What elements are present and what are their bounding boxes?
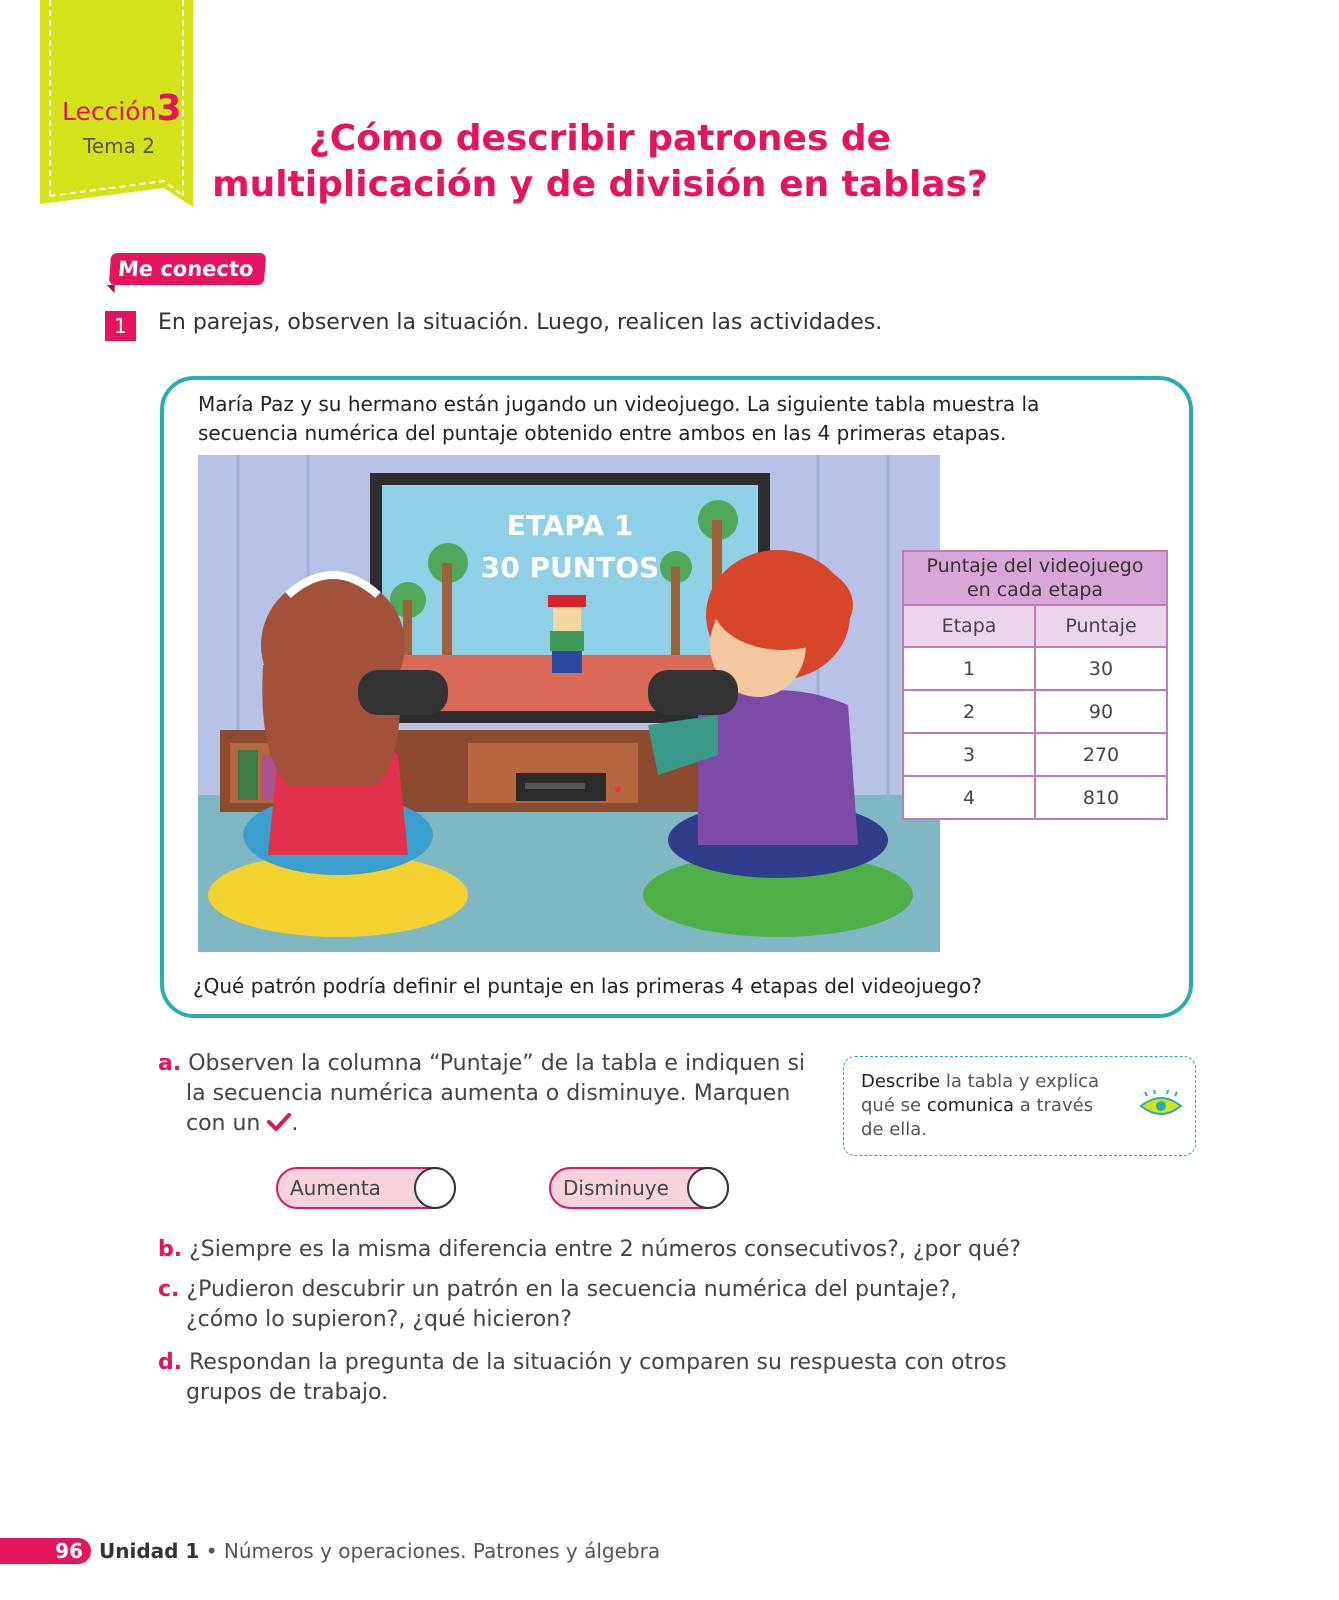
item-d-line-2: grupos de trabajo. — [186, 1380, 389, 1405]
option-disminuye[interactable] — [549, 1167, 729, 1209]
tip-text — [861, 1070, 1131, 1142]
table-row — [903, 690, 1167, 733]
item-c-line-2: ¿cómo lo supieron?, ¿qué hicieron? — [186, 1307, 572, 1332]
option-aumenta-checkbox[interactable] — [414, 1167, 456, 1209]
item-a-line-3 — [158, 1109, 808, 1139]
table-caption-line-2: en cada etapa — [966, 579, 1104, 601]
option-aumenta-label: Aumenta — [290, 1176, 381, 1200]
activity-instruction: En parejas, observen la situación. Luego, realicen las actividades. — [158, 310, 883, 335]
footer-text — [99, 1538, 660, 1564]
option-aumenta[interactable] — [276, 1167, 456, 1209]
item-d-line-1: Respondan la pregunta de la situación y comparen su respuesta con otros — [189, 1350, 1007, 1375]
table-cell-puntaje: 270 — [1035, 733, 1167, 776]
table-cell-etapa: 3 — [903, 733, 1035, 776]
table-cell-puntaje: 90 — [1035, 690, 1167, 733]
lesson-label-text: Lección — [62, 97, 157, 126]
table-cell-etapa: 4 — [903, 776, 1035, 819]
tip-keyword-describe: Describe — [861, 1071, 941, 1092]
item-a — [158, 1049, 808, 1139]
situation-text: María Paz y su hermano están jugando un videojuego. La siguiente tabla muestra la secuencia numérica del puntaje obtenido entre ambos en las 4 primeras etapas. — [198, 392, 1040, 445]
page-title-line-1: ¿Cómo describir patrones de — [308, 118, 892, 159]
tip-text-part: de ella. — [861, 1119, 928, 1140]
item-b-letter: b. — [158, 1237, 183, 1262]
item-d — [158, 1348, 1038, 1408]
table-header-puntaje: Puntaje — [1035, 605, 1167, 647]
tip-text-part: qué se — [861, 1095, 927, 1116]
option-disminuye-label: Disminuye — [563, 1176, 669, 1200]
table-row — [903, 733, 1167, 776]
topic-label: Tema 2 — [83, 134, 155, 158]
tip-text-part: a través — [1014, 1095, 1094, 1116]
page-title — [200, 116, 1000, 208]
item-b — [158, 1235, 1021, 1265]
checkmark-icon — [267, 1112, 291, 1132]
table-cell-etapa: 1 — [903, 647, 1035, 690]
table-cell-puntaje: 810 — [1035, 776, 1167, 819]
item-a-line-3-end: . — [291, 1111, 299, 1136]
tv-screen-line-1: ETAPA 1 — [506, 509, 634, 542]
footer-unit: Unidad 1 — [99, 1539, 200, 1563]
item-a-letter: a. — [158, 1051, 182, 1076]
section-tag: Me conecto — [109, 253, 267, 285]
item-d-letter: d. — [158, 1350, 183, 1375]
table-cell-puntaje: 30 — [1035, 647, 1167, 690]
tv-screen-line-2: 30 PUNTOS — [480, 551, 660, 584]
tip-text-part: la tabla y explica — [940, 1071, 1100, 1092]
item-b-text: ¿Siempre es la misma diferencia entre 2 números consecutivos?, ¿por qué? — [189, 1237, 1022, 1262]
footer-separator: • — [199, 1539, 224, 1563]
item-c — [158, 1275, 1018, 1335]
item-a-line-1: Observen la columna “Puntaje” de la tabla e indiquen si — [188, 1051, 806, 1076]
table-cell-etapa: 2 — [903, 690, 1035, 733]
item-a-line-2: la secuencia numérica aumenta o disminuye. Marquen — [186, 1081, 791, 1106]
lesson-number: 3 — [156, 88, 182, 129]
page-number: 96 — [0, 1538, 91, 1564]
table-header-etapa: Etapa — [903, 605, 1035, 647]
item-c-line-1: ¿Pudieron descubrir un patrón en la secuencia numérica del puntaje?, — [186, 1277, 958, 1302]
item-a-line-3-text: con un — [186, 1111, 261, 1136]
page-title-line-2: multiplicación y de división en tablas? — [212, 164, 988, 205]
table-row — [903, 776, 1167, 819]
video-game-illustration — [198, 455, 940, 952]
footer-topic: Números y operaciones. Patrones y álgebra — [223, 1539, 661, 1563]
item-c-letter: c. — [158, 1277, 180, 1302]
score-table — [902, 550, 1168, 820]
tip-keyword-comunica: comunica — [926, 1095, 1014, 1116]
table-caption — [903, 551, 1167, 605]
situation-question: ¿Qué patrón podría definir el puntaje en las primeras 4 etapas del videojuego? — [193, 974, 982, 998]
option-disminuye-checkbox[interactable] — [687, 1167, 729, 1209]
activity-number-badge: 1 — [105, 311, 136, 341]
table-caption-line-1: Puntaje del videojuego — [926, 555, 1144, 577]
lesson-label — [62, 88, 182, 129]
table-row — [903, 647, 1167, 690]
eye-icon — [1137, 1090, 1185, 1122]
